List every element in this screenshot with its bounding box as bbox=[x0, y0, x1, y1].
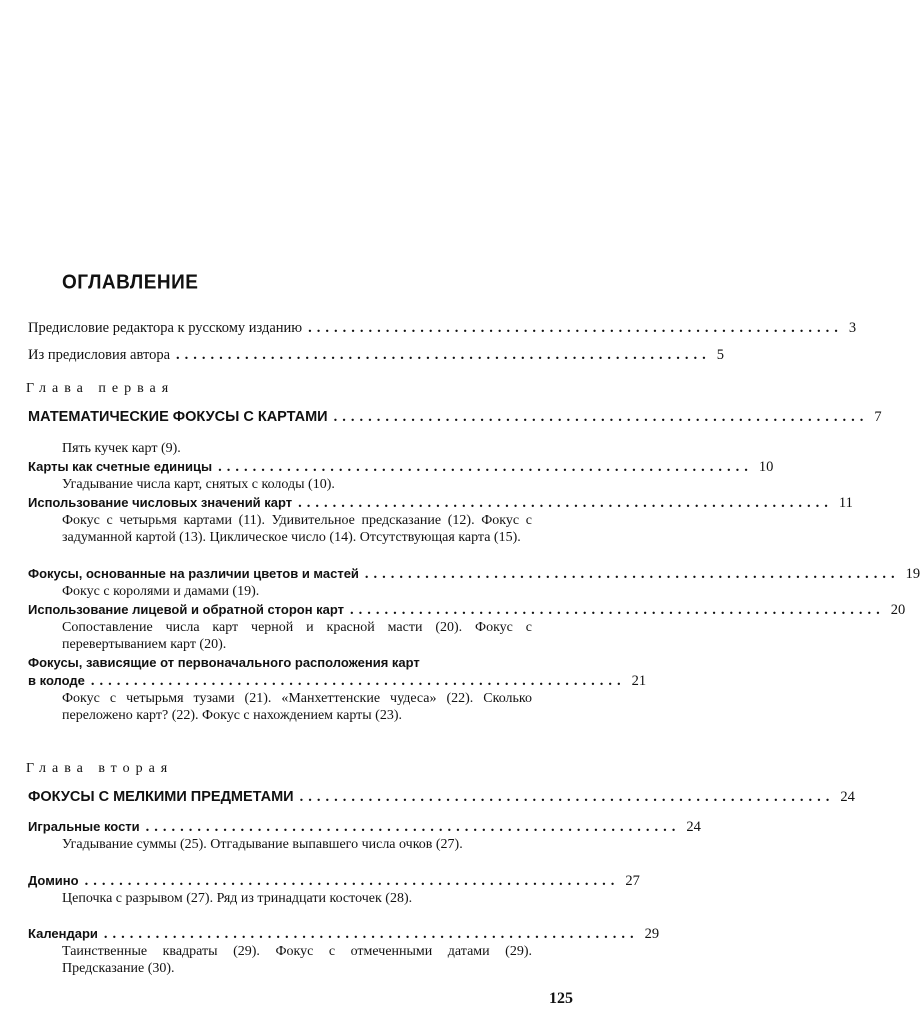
leader-dots: .............................................................. bbox=[90, 673, 626, 689]
leader-dots: .............................................................. bbox=[364, 566, 900, 582]
chapter-1-label: Глава первая bbox=[26, 381, 175, 396]
chapter-2-label: Глава вторая bbox=[26, 761, 174, 776]
section-title: Фокусы, зависящие от первоначального расположения карт bbox=[28, 655, 420, 670]
section-desc: Фокус с четырьмя картами (11). Удивительное предсказание (12). Фокус с задуманной картой (13). Циклическое число (14). Отсутствующая карта (15). bbox=[62, 513, 532, 545]
leader-dots: .............................................................. bbox=[145, 819, 681, 835]
toc-entry-colors-suits[interactable] bbox=[28, 565, 920, 583]
leader-dots: .............................................................. bbox=[350, 602, 885, 618]
section-title: Использование лицевой и обратной сторон карт bbox=[28, 602, 345, 617]
section-desc: Сопоставление числа карт черной и красной масти (20). Фокус с перевертыванием карт (20). bbox=[62, 620, 532, 652]
section-title: в колоде bbox=[28, 673, 85, 688]
section-title: Домино bbox=[28, 873, 79, 888]
leader-dots: .............................................................. bbox=[299, 789, 835, 805]
entry-page: 20 bbox=[890, 602, 906, 618]
entry-page: 27 bbox=[625, 873, 640, 889]
section-desc: Угадывание числа карт, снятых с колоды (10). bbox=[62, 477, 335, 492]
leader-dots: .............................................................. bbox=[84, 873, 620, 889]
entry-page: 19 bbox=[905, 566, 920, 582]
entry-page: 7 bbox=[874, 409, 882, 425]
section-desc: Таинственные квадраты (29). Фокус с отмеченными датами (29). Предсказание (30). bbox=[62, 944, 532, 976]
toc-entry-dice[interactable] bbox=[28, 818, 701, 836]
entry-page: 10 bbox=[758, 459, 774, 475]
leader-dots: .............................................................. bbox=[176, 347, 711, 363]
section-desc: Цепочка с разрывом (27). Ряд из тринадцати косточек (28). bbox=[62, 891, 413, 906]
entry-title: Из предисловия автора bbox=[28, 347, 171, 363]
entry-title: Предисловие редактора к русскому изданию bbox=[28, 320, 303, 336]
leader-dots: .............................................................. bbox=[333, 409, 869, 425]
entry-page: 24 bbox=[686, 819, 701, 835]
section-title: Фокусы, основанные на различии цветов и мастей bbox=[28, 566, 359, 581]
chapter-1-intro: Пять кучек карт (9). bbox=[62, 441, 181, 456]
toc-entry-author-preface[interactable] bbox=[28, 346, 725, 364]
leader-dots: .............................................................. bbox=[298, 495, 833, 511]
toc-entry-chapter-1[interactable] bbox=[28, 408, 882, 426]
section-desc: Фокус с четырьмя тузами (21). «Манхеттенские чудеса» (22). Сколько переложено карт? (22). Фокус с нахождением карты (23). bbox=[62, 691, 532, 723]
leader-dots: .............................................................. bbox=[308, 320, 843, 336]
entry-page: 5 bbox=[716, 347, 725, 363]
toc-entry-domino[interactable] bbox=[28, 872, 640, 890]
chapter-title: ФОКУСЫ С МЕЛКИМИ ПРЕДМЕТАМИ bbox=[28, 789, 294, 805]
entry-page: 11 bbox=[838, 495, 853, 511]
toc-entry-initial-order[interactable] bbox=[28, 672, 647, 690]
entry-page: 24 bbox=[840, 789, 855, 805]
toc-entry-calendars[interactable] bbox=[28, 925, 660, 943]
toc-entry-face-back[interactable] bbox=[28, 601, 906, 619]
entry-page: 21 bbox=[631, 673, 647, 689]
leader-dots: .............................................................. bbox=[103, 926, 639, 942]
toc-entry-card-values[interactable] bbox=[28, 494, 853, 512]
toc-entry-chapter-2[interactable] bbox=[28, 788, 855, 806]
toc-entry-initial-order-line1[interactable] bbox=[28, 654, 588, 672]
page-number: 125 bbox=[549, 990, 573, 1007]
toc-entry-editor-preface[interactable] bbox=[28, 319, 857, 337]
leader-dots: .............................................................. bbox=[218, 459, 753, 475]
section-title: Использование числовых значений карт bbox=[28, 495, 293, 510]
toc-title: ОГЛАВЛЕНИЕ bbox=[62, 271, 199, 294]
section-desc: Угадывание суммы (25). Отгадывание выпавшего числа очков (27). bbox=[62, 837, 463, 852]
section-title: Игральные кости bbox=[28, 819, 140, 834]
section-title: Календари bbox=[28, 926, 98, 941]
toc-entry-cards-counting[interactable] bbox=[28, 458, 774, 476]
entry-page: 29 bbox=[644, 926, 660, 942]
chapter-title: МАТЕМАТИЧЕСКИЕ ФОКУСЫ С КАРТАМИ bbox=[28, 409, 328, 425]
entry-page: 3 bbox=[848, 320, 857, 336]
section-desc: Фокус с королями и дамами (19). bbox=[62, 584, 260, 599]
section-title: Карты как счетные единицы bbox=[28, 459, 213, 474]
